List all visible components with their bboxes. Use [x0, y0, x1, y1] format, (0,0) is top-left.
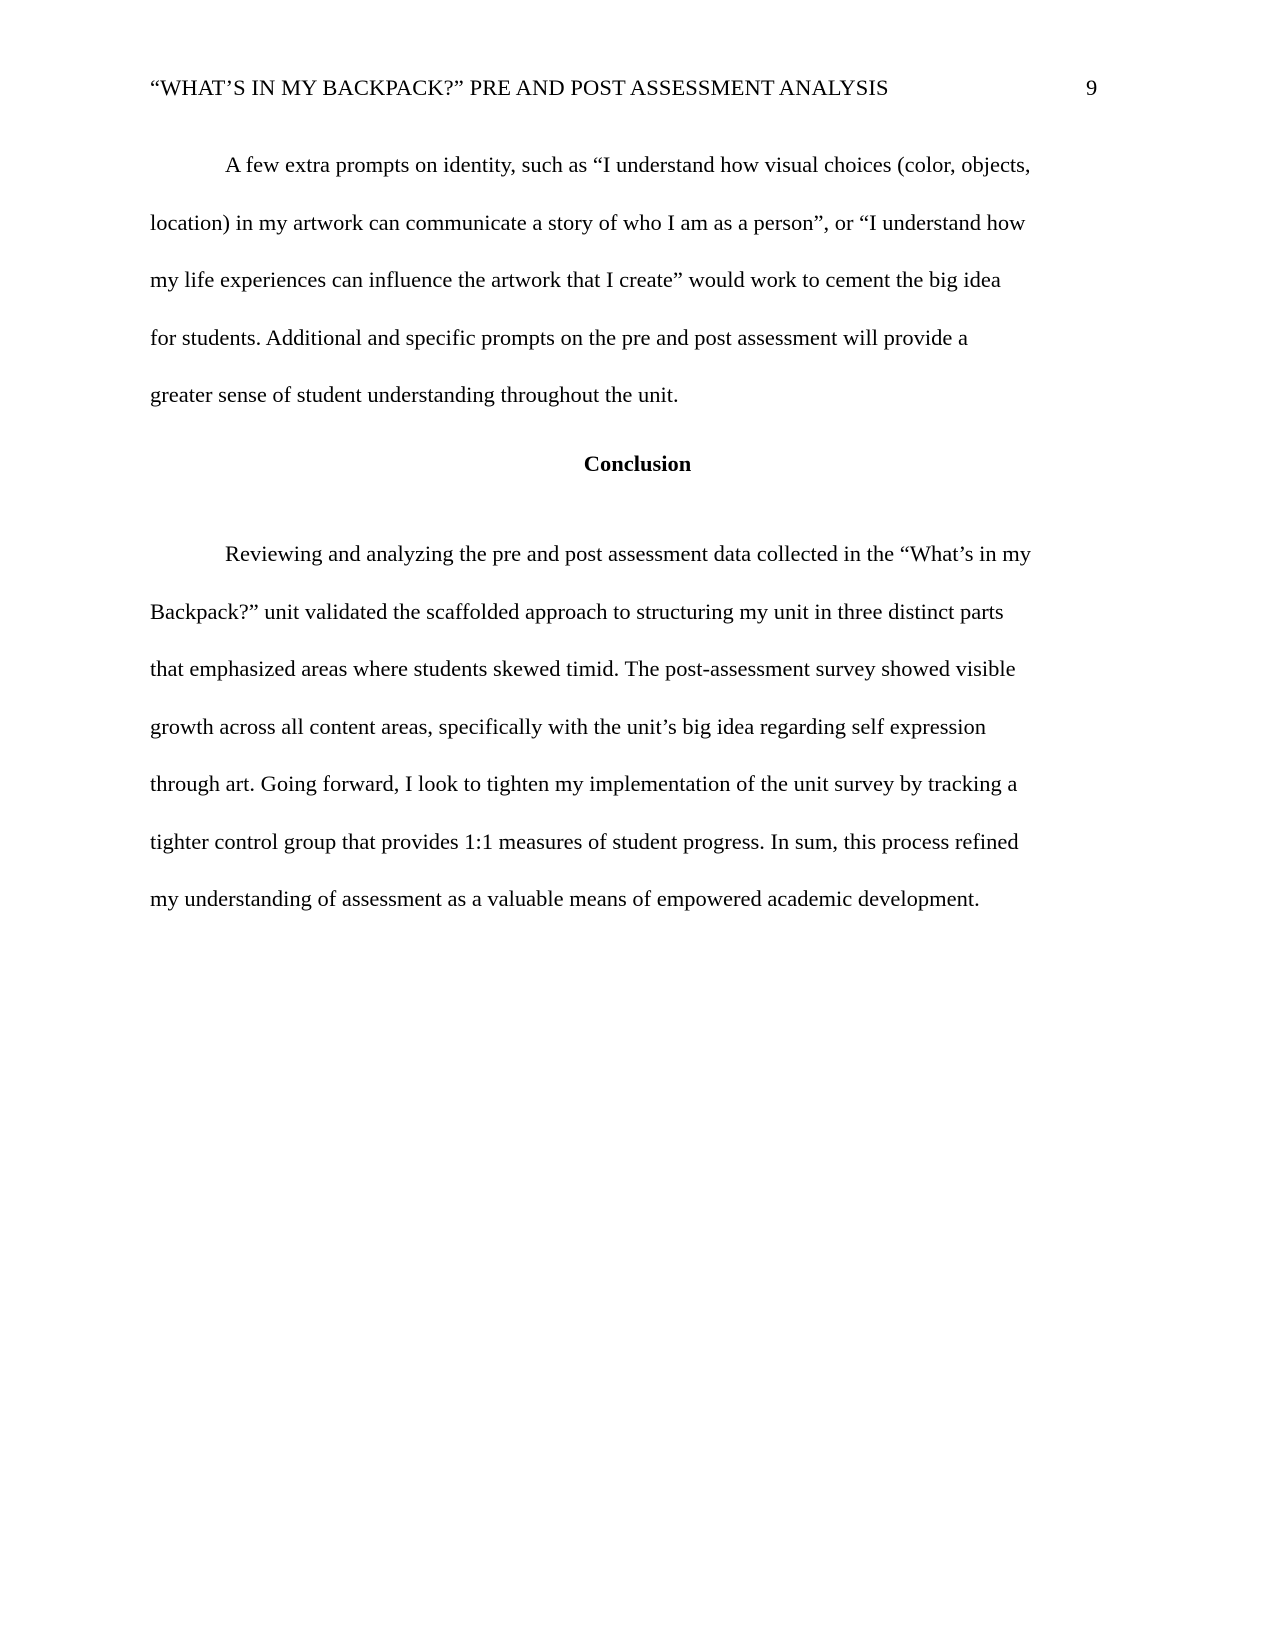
paragraph-identity-prompts: [150, 136, 1130, 424]
paragraph-line: Reviewing and analyzing the pre and post assessment data collected in the “What’s in my: [225, 541, 1032, 566]
paragraph-line: greater sense of student understanding throughout the unit.: [150, 382, 679, 407]
paragraph-line: my understanding of assessment as a valuable means of empowered academic development.: [150, 886, 980, 911]
paragraph-line: for students. Additional and specific prompts on the pre and post assessment will provide a: [150, 324, 968, 350]
paragraph-conclusion: [150, 525, 1130, 928]
paragraph-line: tighter control group that provides 1:1 measures of student progress. In sum, this process refined: [150, 828, 1019, 854]
paragraph-line: that emphasized areas where students skewed timid. The post-assessment survey showed visible: [150, 656, 1016, 681]
paragraph-line: Backpack?” unit validated the scaffolded approach to structuring my unit in three distinct parts: [150, 598, 1004, 624]
running-head: “WHAT’S IN MY BACKPACK?” PRE AND POST ASSESSMENT ANALYSIS: [150, 75, 889, 100]
paragraph-line: location) in my artwork can communicate a story of who I am as a person”, or “I understand how: [150, 209, 1026, 235]
page-number: 9: [1086, 75, 1098, 100]
paragraph-line: my life experiences can influence the artwork that I create” would work to cement the big idea: [150, 267, 1001, 292]
section-heading-conclusion: Conclusion: [583, 451, 692, 476]
paragraph-line: A few extra prompts on identity, such as “I understand how visual choices (color, objects,: [225, 152, 1031, 177]
paragraph-line: growth across all content areas, specifically with the unit’s big idea regarding self expression: [150, 713, 986, 739]
paragraph-line: through art. Going forward, I look to tighten my implementation of the unit survey by tracking a: [150, 771, 1018, 796]
